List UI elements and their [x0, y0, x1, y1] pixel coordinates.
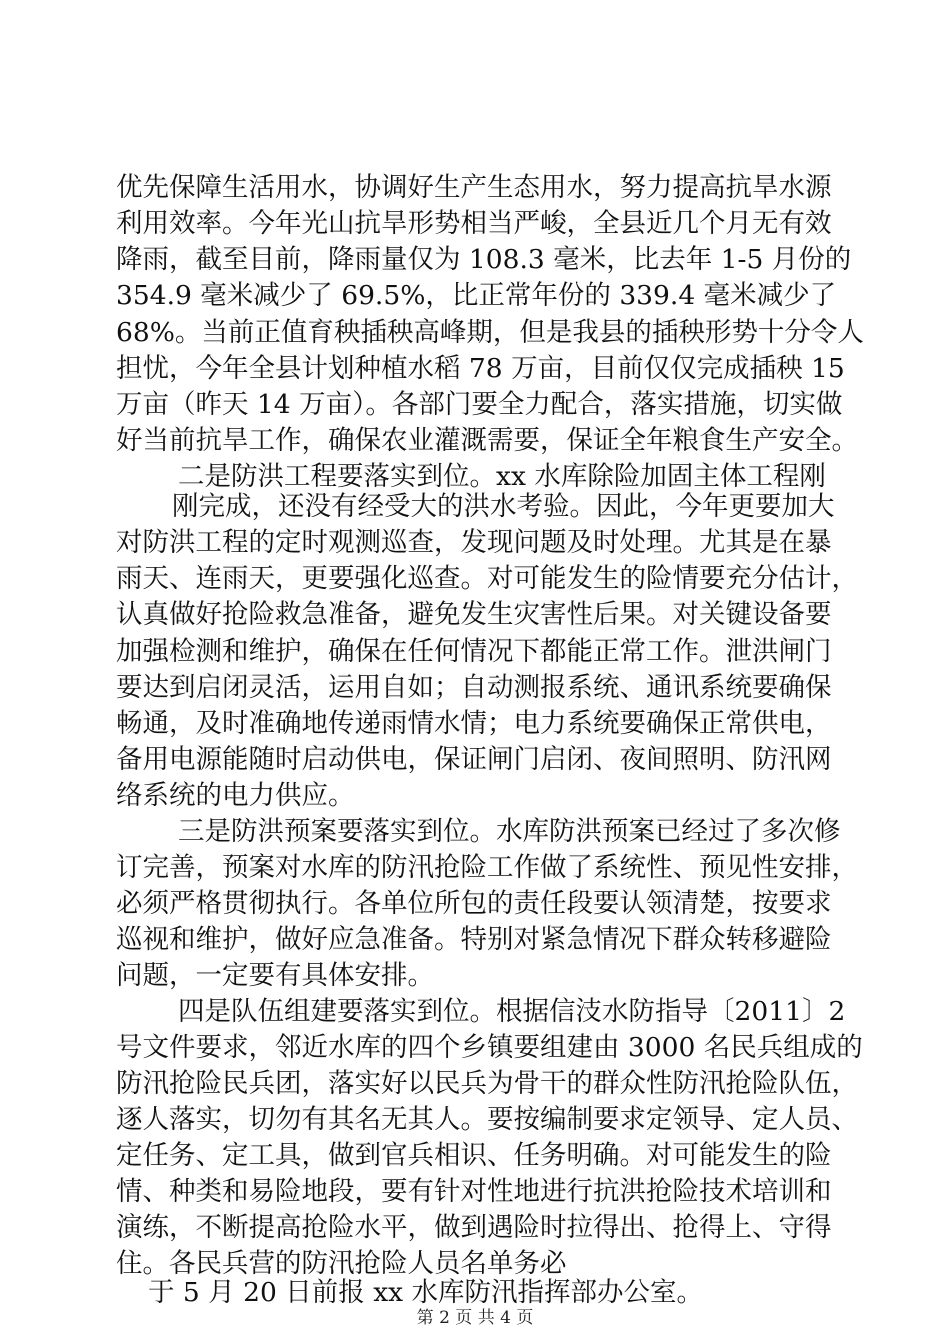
text-line: 逐人落实，切勿有其名无其人。要按编制要求定领导、定人员、: [116, 1104, 858, 1135]
text-line: 68%。当前正值育秧插秧高峰期，但是我县的插秧形势十分令人: [116, 317, 864, 348]
text-line: 354.9 毫米减少了 69.5%，比正常年份的 339.4 毫米减少了: [116, 280, 837, 311]
text-line: 好当前抗旱工作，确保农业灌溉需要，保证全年粮食生产安全。: [116, 425, 858, 456]
text-line: 万亩（昨天 14 万亩）。各部门要全力配合，落实措施，切实做: [116, 389, 843, 420]
text-line: 住。各民兵营的防汛抢险人员名单务必: [116, 1248, 567, 1279]
text-line: 络系统的电力供应。: [116, 780, 355, 811]
text-line: 对防洪工程的定时观测巡查，发现问题及时处理。尤其是在暴: [116, 527, 832, 558]
paragraph-2-first-line: 二是防洪工程要落实到位。xx 水库除险加固主体工程刚: [178, 461, 826, 492]
text-line: 巡视和维护，做好应急准备。特别对紧急情况下群众转移避险: [116, 924, 832, 955]
text-line: 订完善，预案对水库的防汛抢险工作做了系统性、预见性安排，: [116, 852, 858, 883]
text-line: 号文件要求，邻近水库的四个乡镇要组建由 3000 名民兵组成的: [116, 1032, 863, 1063]
page-number-footer: 第 2 页 共 4 页: [416, 1308, 534, 1328]
text-line: 雨天、连雨天，更要强化巡查。对可能发生的险情要充分估计，: [116, 563, 858, 594]
text-line: 于 5 月 20 日前报 xx 水库防汛指挥部办公室。: [148, 1277, 704, 1308]
text-line: 防汛抢险民兵团，落实好以民兵为骨干的群众性防汛抢险队伍，: [116, 1068, 858, 1099]
text-line: 刚完成，还没有经受大的洪水考验。因此，今年更要加大: [172, 491, 835, 522]
text-line: 演练，不断提高抢险水平，做到遇险时拉得出、抢得上、守得: [116, 1212, 832, 1243]
paragraph-3-first-line: 三是防洪预案要落实到位。水库防洪预案已经过了多次修: [178, 816, 841, 847]
text-line: 情、种类和易险地段，要有针对性地进行抗洪抢险技术培训和: [116, 1176, 832, 1207]
text-line: 加强检测和维护，确保在任何情况下都能正常工作。泄洪闸门: [116, 636, 832, 667]
text-line: 必须严格贯彻执行。各单位所包的责任段要认领清楚，按要求: [116, 888, 832, 919]
text-line: 认真做好抢险救急准备，避免发生灾害性后果。对关键设备要: [116, 599, 832, 630]
text-line: 定任务、定工具，做到官兵相识、任务明确。对可能发生的险: [116, 1140, 832, 1171]
text-line: 担忧，今年全县计划种植水稻 78 万亩，目前仅仅完成插秧 15: [116, 353, 845, 384]
text-line: 备用电源能随时启动供电，保证闸门启闭、夜间照明、防汛网: [116, 744, 832, 775]
text-line: 优先保障生活用水，协调好生产生态用水，努力提高抗旱水源: [116, 172, 832, 203]
text-line: 畅通，及时准确地传递雨情水情；电力系统要确保正常供电，: [116, 708, 832, 739]
paragraph-4-first-line: 四是队伍组建要落实到位。根据信汥水防指导〔2011〕2: [178, 996, 846, 1027]
text-line: 问题，一定要有具体安排。: [116, 960, 434, 991]
text-line: 利用效率。今年光山抗旱形势相当严峻，全县近几个月无有效: [116, 208, 832, 239]
text-line: 要达到启闭灵活，运用自如；自动测报系统、通讯系统要确保: [116, 672, 832, 703]
text-line: 降雨，截至目前，降雨量仅为 108.3 毫米，比去年 1-5 月份的: [116, 244, 852, 275]
